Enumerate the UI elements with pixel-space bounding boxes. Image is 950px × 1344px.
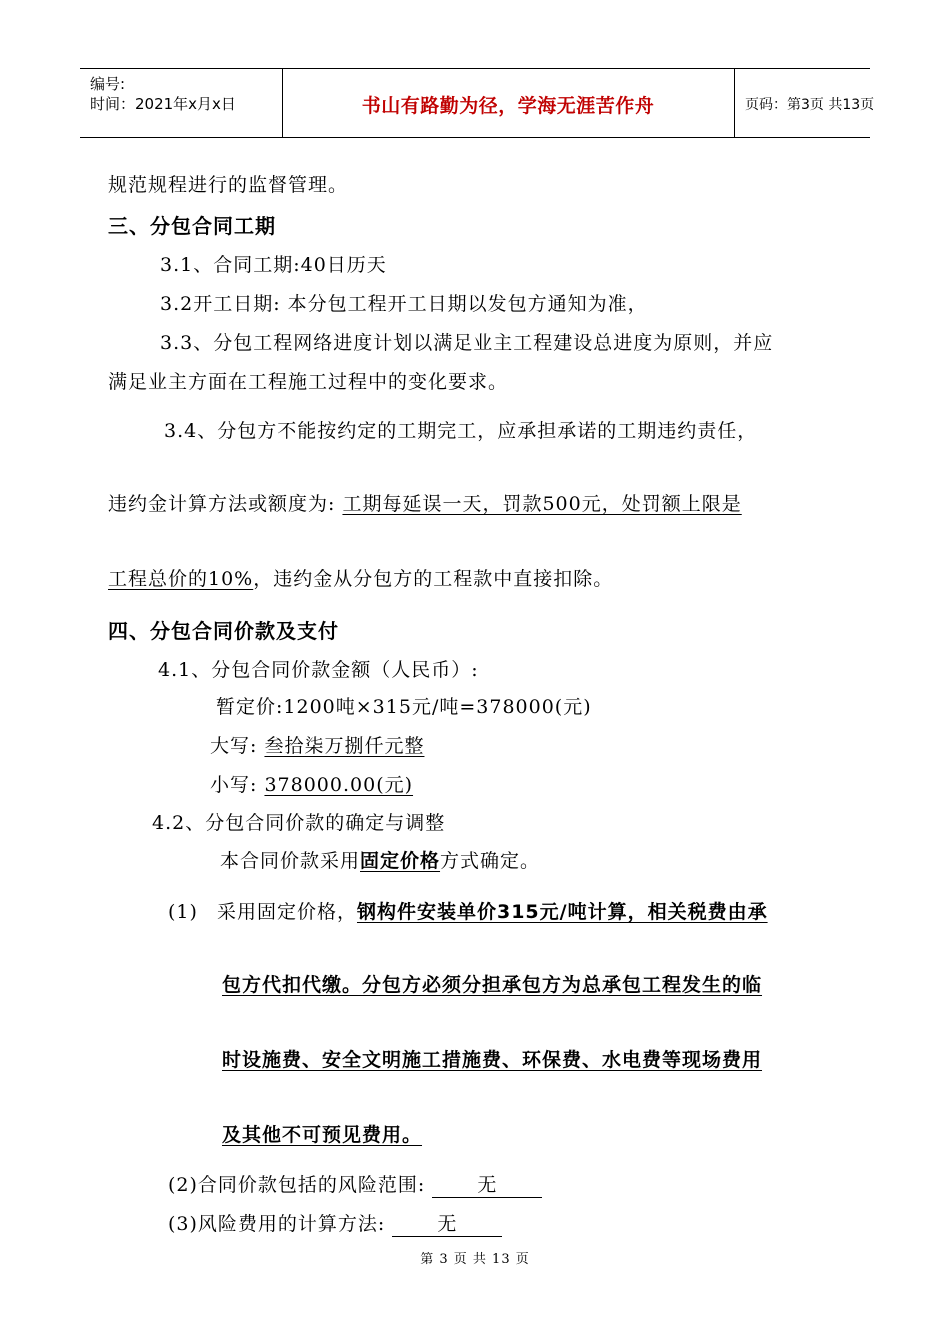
section-heading-3: 三、分包合同工期 xyxy=(108,214,276,238)
amount-in-figures-value: 378000.00(元) xyxy=(264,774,414,796)
clause-3-2: 3.2开工日期: 本分包工程开工日期以发包方通知为准， xyxy=(160,293,648,315)
amount-in-figures-label: 小写: xyxy=(210,774,265,796)
tentative-price: 暂定价:1200吨×315元/吨=378000(元) xyxy=(216,696,592,718)
header-meta-cell xyxy=(80,69,283,137)
header-motto: 书山有路勤为径，学海无涯苦作舟 xyxy=(361,95,655,117)
document-header xyxy=(80,68,875,138)
amount-in-words-row xyxy=(210,731,424,758)
header-motto-cell xyxy=(282,69,735,137)
penalty-line-1 xyxy=(108,489,742,516)
penalty-label: 违约金计算方法或额度为: xyxy=(108,493,343,515)
paragraph-continuation: 规范规程进行的监督管理。 xyxy=(108,174,349,196)
page-footer: 第 3 页 共 13 页 xyxy=(420,1252,530,1267)
item-1-text: 采用固定价格， xyxy=(216,901,357,923)
amount-in-words-label: 大写: xyxy=(210,735,265,757)
item-1-line3: 时设施费、安全文明施工措施费、环保费、水电费等现场费用 xyxy=(222,1049,763,1071)
item-3 xyxy=(168,1209,502,1237)
item-1-line4: 及其他不可预见费用。 xyxy=(222,1124,423,1146)
item-2 xyxy=(168,1170,542,1198)
clause-3-1: 3.1、合同工期:40日历天 xyxy=(160,254,387,276)
header-page-cell xyxy=(735,69,875,137)
clause-3-4: 3.4、分包方不能按约定的工期完工，应承担承诺的工期违约责任， xyxy=(164,420,758,442)
item-2-label: (2)合同价款包括的风险范围: xyxy=(168,1174,433,1196)
clause-3-3-line1: 3.3、分包工程网络进度计划以满足业主工程建设总进度为原则，并应 xyxy=(160,332,774,354)
fixed-price-emphasis: 固定价格 xyxy=(360,850,441,872)
penalty-rule-part1: 工期每延误一天，罚款500元，处罚额上限是 xyxy=(342,493,742,515)
penalty-rule-part2: 工程总价的10% xyxy=(108,568,254,590)
clause-4-2: 4.2、分包合同价款的确定与调整 xyxy=(152,812,446,834)
clause-4-1: 4.1、分包合同价款金额（人民币）: xyxy=(158,659,479,681)
item-1-emphasis: 钢构件安装单价315元/吨计算，相关税费由承 xyxy=(356,901,768,923)
item-1-line2: 包方代扣代缴。分包方必须分担承包方为总承包工程发生的临 xyxy=(222,974,763,996)
item-2-value: 无 xyxy=(432,1170,542,1198)
item-3-label: (3)风险费用的计算方法: xyxy=(168,1213,393,1235)
fixed-price-sentence xyxy=(220,846,540,873)
penalty-deduction-text: ，违约金从分包方的工程款中直接扣除。 xyxy=(253,568,614,590)
penalty-line-2 xyxy=(108,564,613,591)
amount-in-words-value: 叁拾柒万捌仟元整 xyxy=(264,735,425,757)
section-heading-4: 四、分包合同价款及支付 xyxy=(108,619,339,643)
amount-in-figures-row xyxy=(210,770,413,797)
fixed-price-text-a: 本合同价款采用 xyxy=(220,850,361,872)
header-page-info: 页码：第3页 共13页 xyxy=(745,97,875,113)
item-1-number: (1) xyxy=(168,901,198,923)
clause-3-3-line2: 满足业主方面在工程施工过程中的变化要求。 xyxy=(108,371,509,393)
item-3-value: 无 xyxy=(392,1209,502,1237)
doc-time-label: 时间：2021年x月x日 xyxy=(90,95,236,113)
fixed-price-text-b: 方式确定。 xyxy=(440,850,541,872)
item-1-line1 xyxy=(168,897,768,924)
doc-number-label: 编号: xyxy=(90,75,126,93)
